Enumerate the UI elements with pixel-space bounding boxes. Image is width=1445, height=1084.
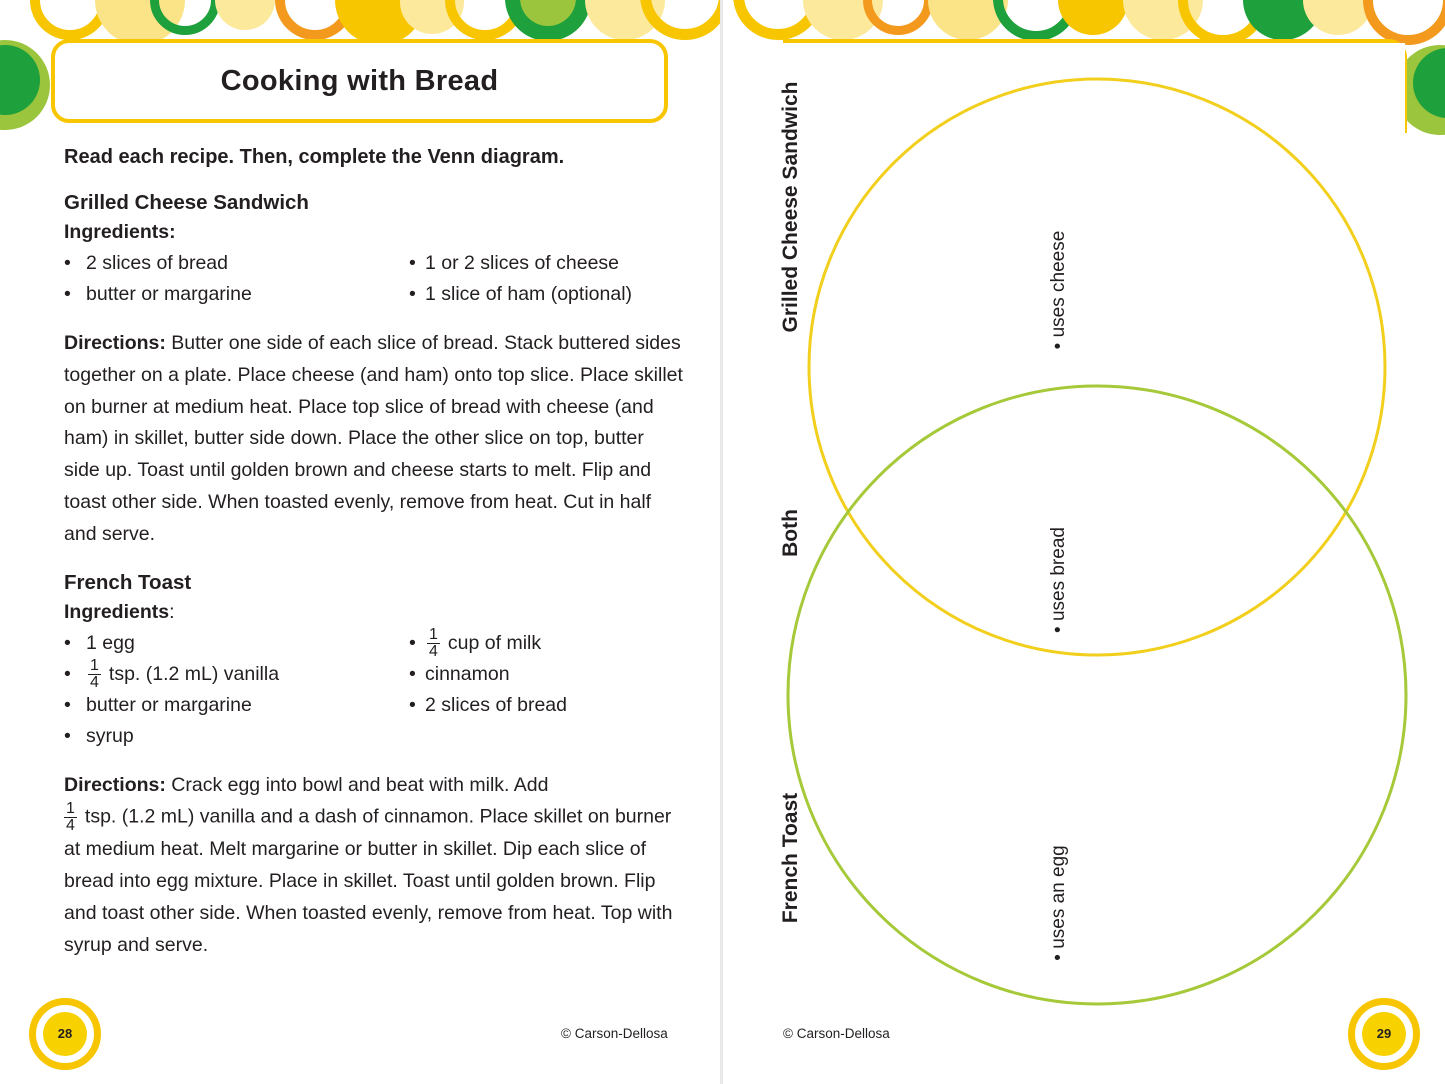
page-number: 28 [43, 1012, 87, 1056]
page-number: 29 [1362, 1012, 1406, 1056]
list-item: • cinnamon [409, 662, 510, 685]
venn-label-both: Both [779, 509, 802, 557]
fraction: $\frac{1}{4}$ [66, 800, 75, 835]
list-item: • butter or margarine [64, 283, 252, 305]
page-number-badge [29, 998, 101, 1070]
venn-circle-grilled-cheese [809, 79, 1385, 655]
page-title: Cooking with Bread [220, 65, 499, 97]
venn-label-french-toast: French Toast [779, 792, 802, 924]
list-item: • 1 slice of ham (optional) [409, 283, 633, 305]
left-page [0, 0, 720, 1084]
ingredients-list [64, 248, 684, 310]
directions-french-toast: Directions: Crack egg into bowl and beat with milk. Add $\frac{1}{4}$ tsp. (1.2 mL) vanilla and a dash of cinnamon. Place skillet on burner at medium heat. Melt margarine or butter in skillet. Dip each slice of bread into egg mixture. Place in skillet. Toast until golden brown. Flip and toast other side. When toasted evenly, remove from heat. Top with syrup and serve. [64, 773, 673, 956]
venn-item-cheese: • uses cheese [1048, 230, 1069, 350]
right-page [723, 0, 1445, 1084]
fraction: $\frac{1}{4}$ [90, 656, 99, 691]
recipe-content [64, 146, 684, 982]
venn-label-grilled-cheese: Grilled Cheese Sandwich [779, 81, 802, 333]
list-item: • butter or margarine [64, 693, 252, 716]
recipe-title-grilled-cheese: Grilled Cheese Sandwich [64, 191, 309, 214]
recipe-title-french-toast: French Toast [64, 570, 192, 594]
ingredients-column-right [409, 625, 669, 752]
ingredients-label: Ingredients: [64, 221, 176, 243]
list-item: • 2 slices of bread [64, 252, 228, 274]
ingredients-label: Ingredients: [64, 600, 175, 623]
ingredients-column-left [64, 628, 409, 752]
venn-diagram [723, 0, 1445, 1084]
ingredients-column-left [64, 248, 409, 310]
venn-item-bread: • uses bread [1048, 527, 1069, 633]
ingredients-list [64, 625, 684, 752]
list-item: • 2 slices of bread [409, 693, 567, 716]
copyright: © Carson-Dellosa [783, 1026, 890, 1041]
copyright: © Carson-Dellosa [561, 1026, 668, 1041]
list-item: • 1 egg [64, 631, 135, 654]
fraction: $\frac{1}{4}$ [429, 625, 438, 660]
instructions: Read each recipe. Then, complete the Venn diagram. [64, 146, 565, 168]
venn-circle-french-toast [788, 386, 1406, 1004]
list-item: • 1 or 2 slices of cheese [409, 252, 620, 274]
ingredients-column-right [409, 248, 669, 310]
list-item: • $\frac{1}{4}$ tsp. (1.2 mL) vanilla [64, 656, 280, 691]
list-item: • $\frac{1}{4}$ cup of milk [409, 625, 542, 660]
page-number-badge [1348, 998, 1420, 1070]
title-box [51, 39, 668, 123]
list-item: • syrup [64, 724, 134, 747]
directions-grilled-cheese: Directions: Butter one side of each slice of bread. Stack buttered sides together on a plate. Place cheese (and ham) onto top slice. Place skillet on burner at medium heat. Place top slice of bread with cheese (and ham) in skillet, butter side down. Place the other slice on top, butter side up. Toast until golden brown and cheese starts to melt. Flip and toast other side. When toasted evenly, remove from heat. Cut in half and serve. [64, 332, 683, 545]
venn-item-egg: • uses an egg [1048, 845, 1069, 961]
